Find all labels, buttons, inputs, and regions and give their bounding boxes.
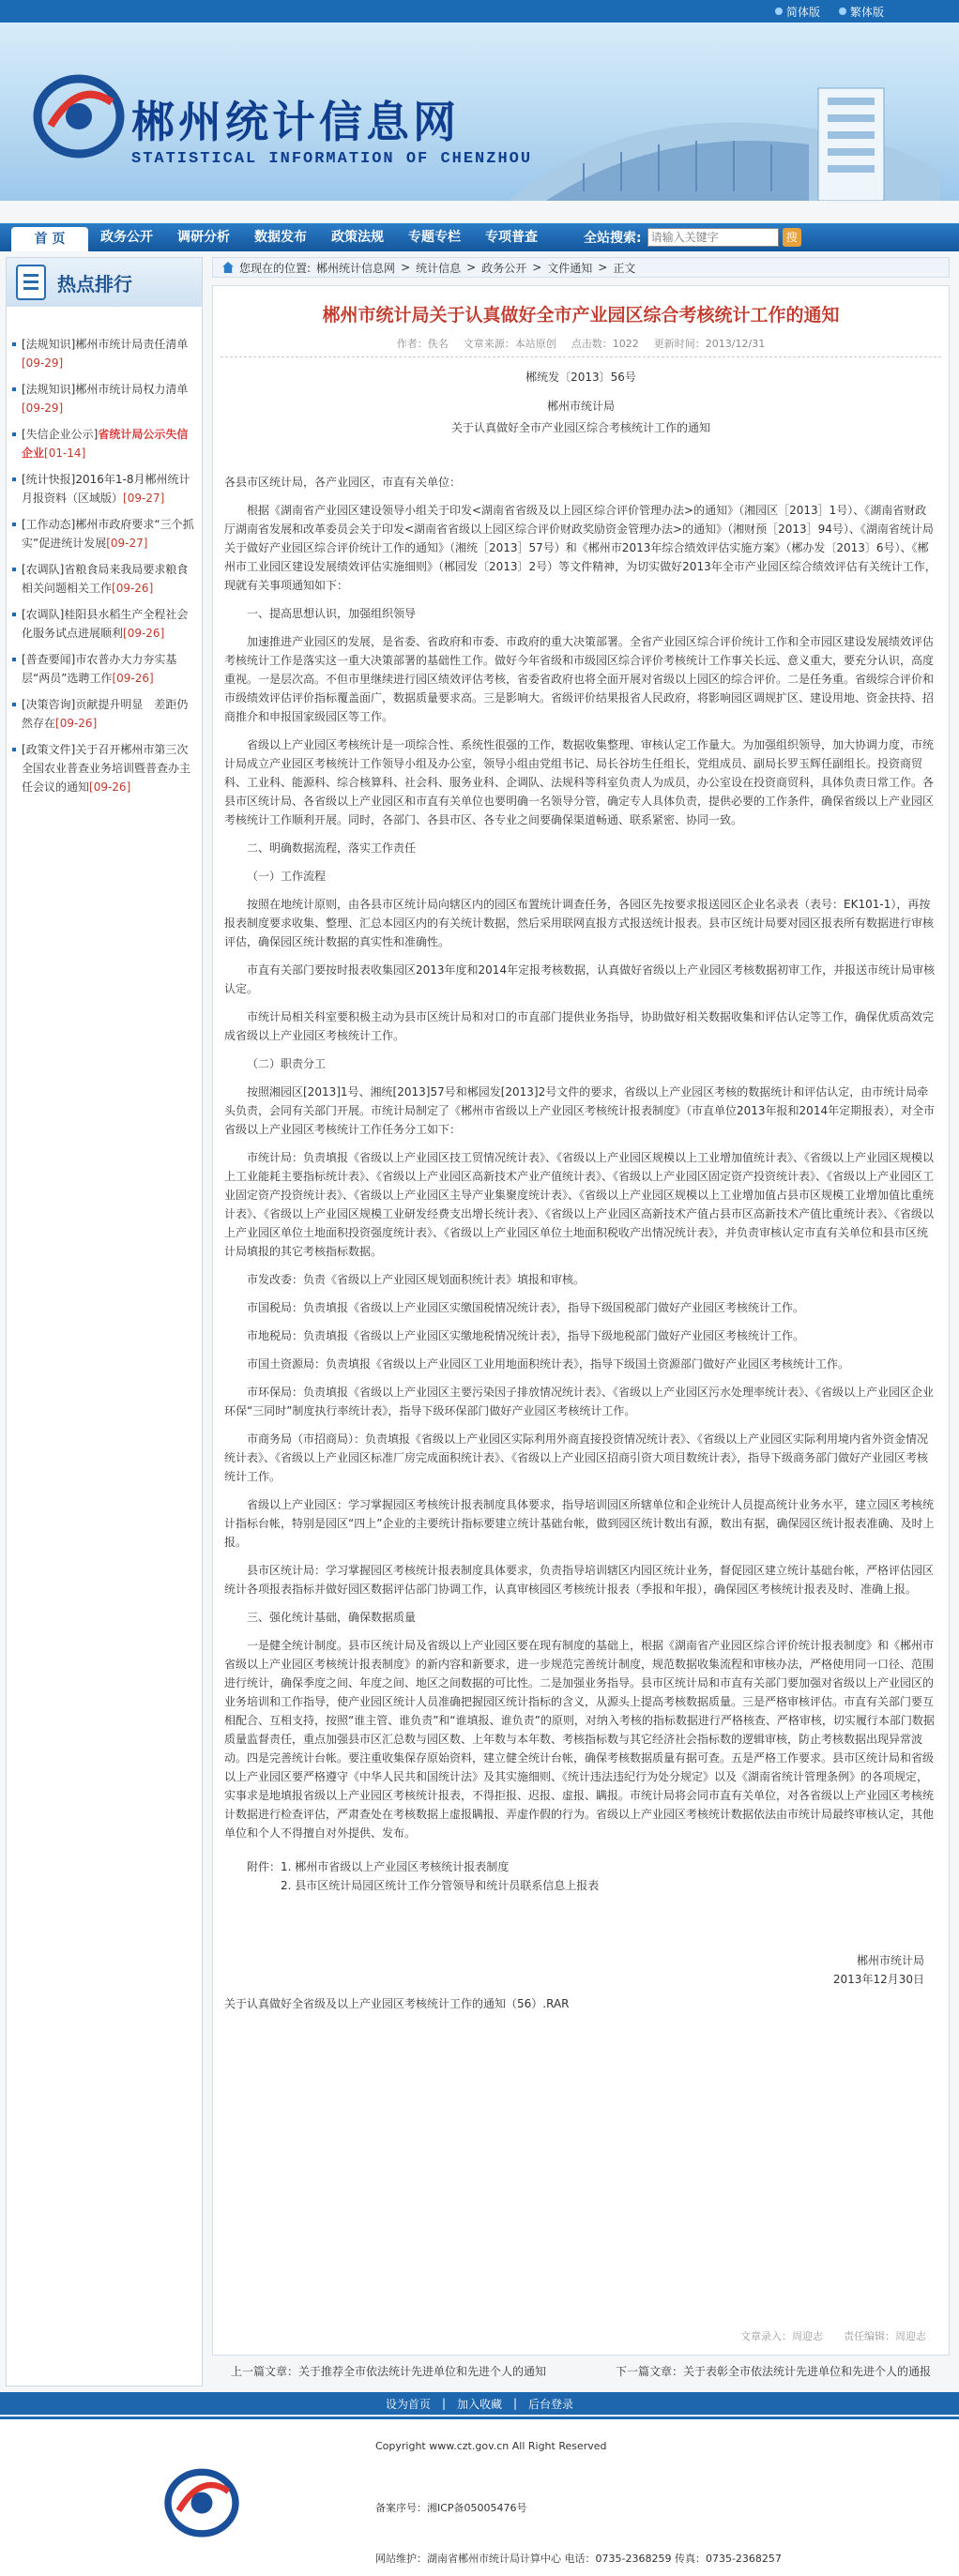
content-column [212, 257, 950, 2387]
bottom-links: 设为首页 | 加入收藏 | 后台登录 [0, 2392, 959, 2415]
sidebar-title: 热点排行 [57, 272, 132, 295]
salutation: 各县市区统计局，各产业园区，市直有关单位： [224, 476, 462, 489]
list-item[interactable]: [农调队]桂阳县水稻生产全程社会化服务试点进展顺利[09-26] [12, 605, 196, 643]
section-heading: 二、明确数据流程，落实工作责任 [247, 841, 417, 855]
signature: 郴州市统计局 2013年12月30日 [832, 1954, 924, 1986]
search-label: 全站搜索: [584, 231, 642, 246]
nav-census[interactable]: 专项普查 [485, 230, 538, 245]
paragraph: 省级以上产业园区考核统计是一项综合性、系统性很强的工作，数据收集整理、审核认定工作量大。为加强组织领导，加大协调力度，市统计局成立产业园区考核统计工作领导小组及办公室，领导小组由党组书记、局长谷坊生任组长，党组成员、副局长罗玉辉任副组长。投资商贸科、工业科、能源科、综合核算科、社会科、服务业科、企调队、法规科等科室负责人为成员，办公室设在投资商贸科，具体负责日常工作。各县市区统计局、各省级以上产业园区和市直有关单位也要明确一名领导分管，确定专人具体负责，提供必要的工作条件，确保省级以上产业园区考核统计工作顺利开展。同时，各部门、各县市区、各专业之间要确保渠道畅通、联系紧密、协同一致。 [224, 738, 935, 826]
next-article-link[interactable]: 下一篇文章：关于表彰全市依法统计先进单位和先进个人的通报 [615, 2365, 931, 2378]
building-illustration-icon [509, 69, 940, 201]
nav-policy[interactable]: 政策法规 [331, 230, 384, 245]
footer [0, 2417, 959, 2576]
article-meta: 作者：佚名 文章来源：本站原创 点击数：1022 更新时间：2013/12/31 [221, 336, 941, 357]
paragraph: 省级以上产业园区：学习掌握园区考核统计报表制度具体要求，指导培训园区所辖单位和企业统计人员提高统计业务水平，建立园区考核统计指标台帐，特别是园区“四上”企业的主要统计指标要建立统计基础台帐，做到园区统计数出有源，数出有据，确保园区统计报表准确、及时上报。 [224, 1498, 935, 1549]
contact-info: 网站维护：湖南省郴州市统计局计算中心 电话：0735-2368259 传真：0735-2368257 [375, 2553, 782, 2565]
prev-next [212, 2356, 950, 2387]
paragraph: 市统计局相关科室要积极主动为县市区统计局和对口的市直部门提供业务指导，协助做好相关数据收集和评估认定等工作，确保优质高效完成省级以上产业园区考核统计工作。 [224, 1010, 935, 1042]
site-banner [0, 23, 959, 201]
paragraph: 按照湘园区[2013]1号、湘统[2013]57号和郴园发[2013]2号文件的要求，省级以上产业园区考核的数据统计和评估认定，由市统计局牵头负责，会同有关部门开展。市统计局制定了《郴州市省级以上产业园区考核统计报表制度》（市直单位2013年报和2014年定期报表），对全市省级以上产业园区考核统计工作任务分工如下： [224, 1085, 936, 1136]
breadcrumb-link[interactable]: 郴州统计信息网 [316, 261, 396, 275]
paragraph: 市直有关部门要按时报表收集园区2013年度和2014年定报考核数据，认真做好省级以上产业园区考核数据初审工作，并报送市统计局审核认定。 [224, 963, 936, 995]
icp: 备案序号：湘ICP备05005476号 [375, 2502, 527, 2514]
paragraph: 按照在地统计原则，由各县市区统计局向辖区内的园区布置统计调查任务，各园区先按要求报送园区企业名录表（表号：EK101-1），再按报表制度要求收集、整理、汇总本园区内的有关统计数据，然后采用联网直报方式报送统计报表。县市区统计局要对园区报表所有数据进行审核评估，确保园区统计数据的真实性和准确性。 [224, 898, 935, 948]
breadcrumb-link[interactable]: 统计信息 [416, 261, 462, 275]
paragraph: 市统计局：负责填报《省级以上产业园区技工贸情况统计表》、《省级以上产业园区规模以上工业增加值统计表》、《省级以上产业园区规模以上工业能耗主要指标统计表》、《省级以上产业园区高新技术产业产值统计表》、《省级以上产业园区固定资产投资统计表》、《省级以上产业园区工业固定资产投资统计表》、《省级以上产业园区主导产业集聚度统计表》、《省级以上产业园区规模以上工业增加值占县市区规模工业增加值比重统计表》、《省级以上产业园区规模工业研发经费支出增长统计表》、《省级以上产业园区高新技术产值占县市区高新技术产值比重统计表》、《省级以上产业园区单位土地面积投资强度统计表》、《省级以上产业园区单位土地面积税收产出情况统计表》，并负责审核认定市直有关单位和县市区统计局填报的其它考核指标数据。 [224, 1151, 935, 1258]
list-item[interactable]: [法规知识]郴州市统计局责任清单[09-29] [12, 335, 196, 372]
list-item[interactable]: [工作动态]郴州市政府要求“三个抓实”促进统计发展[09-27] [12, 515, 196, 553]
sub-heading: （二）职责分工 [247, 1057, 327, 1070]
list-item[interactable]: [统计快报]2016年1-8月郴州统计月报资料（区域版）[09-27] [12, 470, 196, 508]
traditional-link[interactable]: 繁体版 [839, 4, 884, 20]
main-area [0, 251, 959, 2387]
footer-logo-icon [160, 2457, 244, 2541]
search-input[interactable] [647, 228, 779, 247]
document-title: 关于认真做好全市产业园区综合考核统计工作的通知 [450, 421, 710, 434]
nav-home[interactable]: 首 页 [11, 227, 88, 251]
paragraph: 市商务局（市招商局）：负责填报《省级以上产业园区实际利用外商直接投资情况统计表》、《省级以上产业园区实际利用境内省外资金情况统计表》、《省级以上产业园区标准厂房完成面积统计表》、《省级以上产业园区招商引资大项目数统计表》，指导下级商务部门做好产业园区考核统计工作。 [224, 1432, 929, 1483]
breadcrumb-link[interactable]: 政务公开 [481, 261, 527, 275]
dot-icon [839, 8, 846, 15]
sidebar [6, 257, 203, 2387]
prev-article-link[interactable]: 上一篇文章：关于推荐全市依法统计先进单位和先进个人的通知 [231, 2365, 547, 2378]
nav-gov-affairs[interactable]: 政务公开 [100, 230, 153, 245]
site-logo-icon [32, 60, 126, 163]
article-title: 郴州市统计局关于认真做好全市产业园区综合考核统计工作的通知 [322, 305, 840, 326]
paragraph: 根据《湖南省产业园区建设领导小组关于印发<湖南省省级及以上园区综合评价管理办法>的通知》（湘园区［2013］1号）、《湖南省财政厅湖南省发展和改革委员会关于印发<湖南省省级以上园区综合评价财政奖励资金管理办法>的通知》（湘财预［2013］94号）、《湖南省统计局关于做好产业园区综合评价统计工作的通知》（湘统［2013］57号）和《郴州市2013年综合绩效评估实施方案》（郴办发〔2013〕6号）、《郴州市工业园区建设发展绩效评估实施细则》（郴园发〔2013〕2号）等文件精神，为切实做好2013年全市产业园区综合绩效评估有关统计工作，现就有关事项通知如下： [224, 504, 936, 592]
hot-list [7, 307, 202, 813]
document-org: 郴州市统计局 [546, 400, 615, 413]
sidebar-header [7, 258, 202, 307]
document-number: 郴统发〔2013〕56号 [525, 371, 636, 384]
list-item[interactable]: [失信企业公示]省统计局公示失信企业[01-14] [12, 425, 196, 462]
set-homepage-link[interactable]: 设为首页 [385, 2397, 431, 2411]
nav-analysis[interactable]: 调研分析 [177, 230, 230, 245]
home-icon [222, 262, 234, 273]
nav-topics[interactable]: 专题专栏 [408, 230, 461, 245]
list-item[interactable]: [政策文件]关于召开郴州市第三次全国农业普查业务培训暨普查办主任会议的通知[09-26] [12, 740, 196, 796]
list-item[interactable]: [普查要闻]市农普办大力夯实基层“两员”选聘工作[09-26] [12, 650, 196, 688]
top-bar [0, 0, 959, 23]
paragraph: 县市区统计局：学习掌握园区考核统计报表制度具体要求，负责指导培训辖区内园区统计业务，督促园区建立统计基础台帐，严格评估园区统计各项报表指标并做好园区数据评估部门协调工作，认真审核园区考核统计报表（季报和年报），确保园区考核统计报表及时、准确上报。 [224, 1564, 935, 1596]
paragraph: 市地税局：负责填报《省级以上产业园区实缴地税情况统计表》，指导下级地税部门做好产业园区考核统计工作。 [247, 1329, 805, 1342]
paragraph: 市国土资源局：负责填报《省级以上产业园区工业用地面积统计表》，指导下级国土资源部门做好产业园区考核统计工作。 [247, 1357, 850, 1371]
breadcrumb-current: 正文 [613, 261, 636, 275]
main-nav [0, 223, 959, 251]
footer-info [375, 2434, 607, 2521]
paragraph: 一是健全统计制度。县市区统计局及省级以上产业园区要在现有制度的基础上，根据《湖南省产业园区综合评价统计报表制度》和《郴州市省级以上产业园区考核统计报表制度》的新内容和新要求，进一步规范完善统计制度，规范数据收集流程和审核办法，严格使用同一口径、范围进行统计，确保季度之间、年度之间、地区之间数据的可比性。二是加强业务指导。县市区统计局和市直有关部门要加强对省级以上产业园区的业务培训和工作指导，使产业园区统计人员准确把握园区统计指标的含义，从源头上提高考核数据质量。三是严格审核评估。市直有关部门要互相配合、互相支持，按照“谁主管、谁负责”和“谁填报、谁负责”的原则，对纳入考核的指标数据进行严格核查、严格审核，切实履行本部门数据质量监督责任，重点加强县市区汇总数与园区数、上年数与本年数、考核指标数与其它经济社会指标数的逻辑审核，防止考核数据出现异常波动。四是完善统计台帐。要注重收集保存原始资料，建立健全统计台帐，确保考核数据质量有据可查。五是严格工作要求。县市区统计局和省级以上产业园区要严格遵守《中华人民共和国统计法》及其实施细则、《统计违法违纪行为处分规定》以及《湖南省统计管理条例》的各项规定，实事求是地填报省级以上产业园区考核统计报表，不得拒报、迟报、虚报、瞒报。市统计局将会同市直有关单位，对各省级以上产业园区考核统计数据进行检查评估，严肃查处在考核数据上虚报瞒报、弄虚作假的行为。省级以上产业园区考核统计数据依法由市统计局最终审核认定，其他单位和个人不得擅自对外提供、发布。 [224, 1639, 935, 1840]
simplified-link[interactable]: 简体版 [775, 4, 820, 20]
search-button[interactable]: 搜 [783, 228, 801, 247]
section-heading: 三、强化统计基础，确保数据质量 [247, 1611, 417, 1624]
nav-data-release[interactable]: 数据发布 [254, 230, 307, 245]
paragraph: 市国税局：负责填报《省级以上产业园区实缴国税情况统计表》，指导下级国税部门做好产业园区考核统计工作。 [247, 1301, 805, 1314]
site-title: 郴州统计信息网 [131, 97, 460, 147]
admin-login-link[interactable]: 后台登录 [528, 2397, 574, 2411]
dot-icon [775, 8, 783, 15]
attachments: 附件：1. 郴州市省级以上产业园区考核统计报表制度 2. 县市区统计局园区统计工作分管领导和统计员联系信息上报表 [247, 1860, 600, 1892]
copyright: Copyright www.czt.gov.cn All Right Reserved [375, 2440, 607, 2452]
site-subtitle: STATISTICAL INFORMATION OF CHENZHOU [131, 150, 533, 168]
editor-info: 文章录入：周迎志 责任编辑：周迎志 [740, 2330, 926, 2342]
breadcrumb-link[interactable]: 文件通知 [547, 261, 593, 275]
list-item[interactable]: [决策咨询]贡献提升明显 差距仍然存在[09-26] [12, 695, 196, 733]
add-favorite-link[interactable]: 加入收藏 [456, 2397, 502, 2411]
section-heading: 一、提高思想认识，加强组织领导 [247, 607, 417, 620]
paragraph: 加速推进产业园区的发展，是省委、省政府和市委、市政府的重大决策部署。全省产业园区综合评价统计工作和全市园区建设发展绩效评估考核统计工作是落实这一重大决策部署的基础性工作。做好今年省级和市级园区综合评价考核统计工作事关长远、意义重大，要充分认识，高度重视。一是层次高。不但市里继续进行园区绩效评估考核，省委省政府也将全面开展对省级以上园区的综合评价。二是任务重。省级综合评价和市级绩效评估评价指标覆盖面广，数据质量要求高。三是影响大。省级评价结果报省人民政府，将影响园区调规扩区、建设用地、资金扶持、招商推介和申报国家级园区等工作。 [224, 635, 935, 723]
attachment-link[interactable]: 关于认真做好全省级及以上产业园区考核统计工作的通知（56）.RAR [224, 1997, 570, 2010]
article-body [221, 473, 941, 2013]
breadcrumb: 您现在的位置: 郴州统计信息网 > 统计信息 > 政务公开 > 文件通知 > 正文 [212, 257, 950, 278]
paragraph: 市发改委：负责《省级以上产业园区规划面积统计表》填报和审核。 [247, 1273, 586, 1286]
sub-heading: （一）工作流程 [247, 870, 327, 883]
list-item[interactable]: [法规知识]郴州市统计局权力清单[09-29] [12, 380, 196, 417]
list-item[interactable]: [农调队]省粮食局来我局要求粮食相关问题相关工作[09-26] [12, 560, 196, 598]
article [212, 285, 950, 2356]
ranking-icon [16, 265, 46, 300]
paragraph: 市环保局：负责填报《省级以上产业园区主要污染因子排放情况统计表》、《省级以上产业园区污水处理率统计表》、《省级以上产业园区企业环保“三同时”制度执行率统计表》，指导下级环保部门做好产业园区考核统计工作。 [224, 1386, 935, 1417]
